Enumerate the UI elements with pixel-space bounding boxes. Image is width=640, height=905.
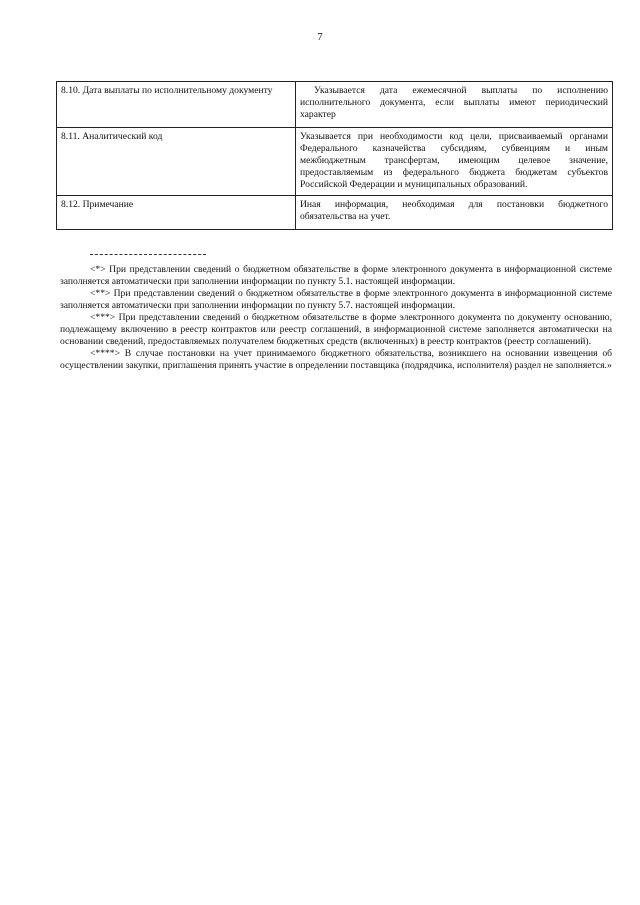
field-description: Иная информация, необходимая для постановки бюджетного обязательства на учет. (296, 196, 613, 230)
footnote-separator (90, 254, 206, 255)
footnote: <***> При представлении сведений о бюджетном обязательстве в форме электронного документа по документу основанию, подлежащему включению в реестр контрактов или реестр соглашений, в информационной системе заполняется автоматически на основании сведений, предоставляемых получателем бюджетных средств (включенных) в реестр контрактов (реестр соглашений). (60, 312, 612, 347)
table-row (57, 82, 613, 128)
field-label: 8.11. Аналитический код (57, 128, 296, 196)
table-row (57, 128, 613, 196)
footnote: <**> При представлении сведений о бюджетном обязательстве в форме электронного документа в информационной системе заполняется автоматически при заполнении информации по пункту 5.7. настоящей информации. (60, 288, 612, 311)
footnote: <****> В случае постановки на учет принимаемого бюджетного обязательства, возникшего на основании извещения об осуществлении закупки, приглашения принять участие в определении поставщика (подрядчика, исполнителя) раздел не заполняется.» (60, 348, 612, 371)
footnote: <*> При представлении сведений о бюджетном обязательстве в форме электронного документа в информационной системе заполняется автоматически при заполнении информации по пункту 5.1. настоящей информации. (60, 264, 612, 287)
footnotes (60, 264, 612, 372)
field-description: Указывается дата ежемесячной выплаты по исполнению исполнительного документа, если выплаты имеют периодический характер (296, 82, 613, 128)
table-row (57, 196, 613, 230)
requisites-table (56, 81, 613, 230)
field-description: Указывается при необходимости код цели, присваиваемый органами Федерального казначейства субсидиям, субвенциям и иным межбюджетным трансфертам, имеющим целевое значение, предоставляемым из федерального бюджета бюджетам субъектов Российской Федерации и муниципальных образований. (296, 128, 613, 196)
page-number: 7 (317, 31, 323, 43)
field-label: 8.10. Дата выплаты по исполнительному документу (57, 82, 296, 128)
field-label: 8.12. Примечание (57, 196, 296, 230)
